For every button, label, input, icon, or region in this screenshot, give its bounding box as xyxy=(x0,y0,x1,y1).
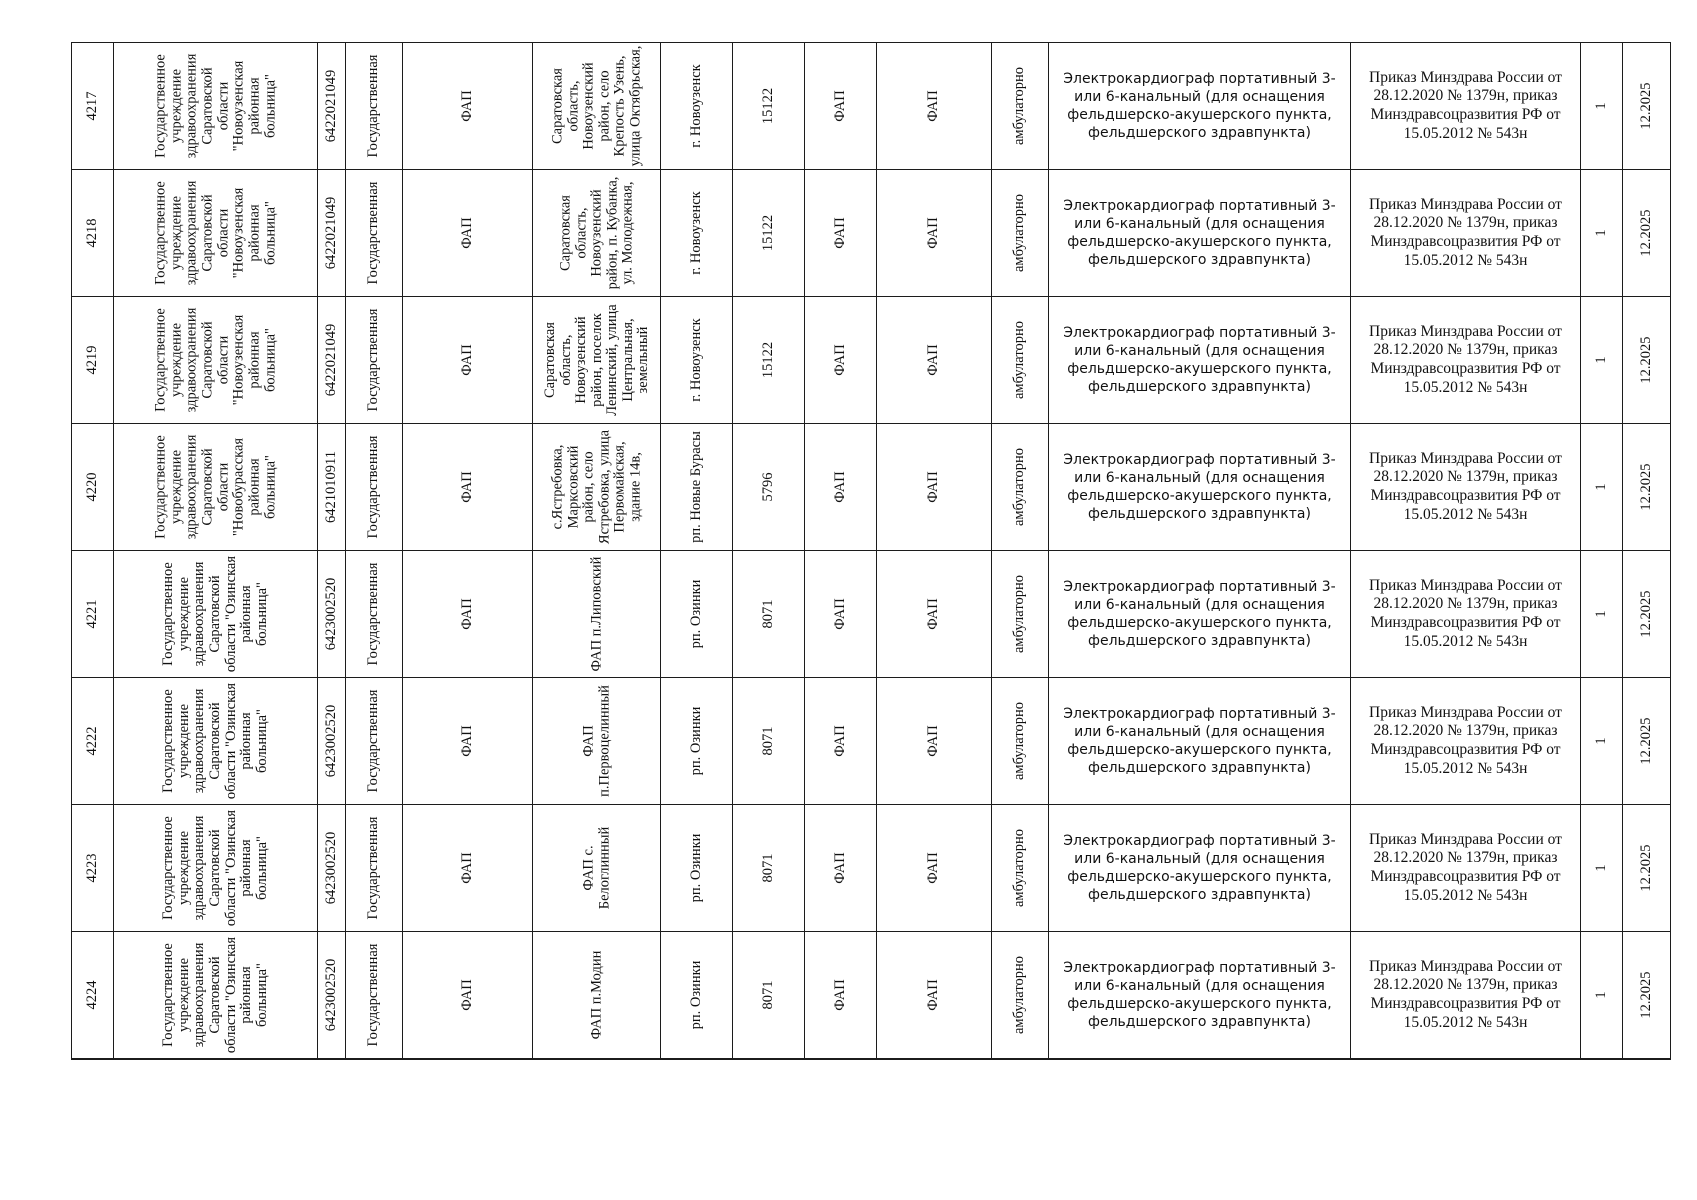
city: г. Новоузенск xyxy=(687,318,704,402)
row-id: 4217 xyxy=(83,91,100,121)
city-cell xyxy=(661,678,733,805)
unit-b-cell xyxy=(877,805,992,932)
equipment-name: Электрокардиограф портативный 3- или 6-канальный (для оснащения фельдшерско-акушерского пункта, фельдшерского здравпункта) xyxy=(1063,959,1336,1031)
facility-address: Саратовская область, Новоузенский район, поселок Ленинский, улица Центральная, земельный xyxy=(541,304,651,416)
table-row xyxy=(72,932,1671,1060)
table-row xyxy=(72,297,1671,424)
ownership: Государственная xyxy=(365,816,382,920)
quantity-cell xyxy=(1581,805,1623,932)
quantity-cell xyxy=(1581,43,1623,170)
order-cell xyxy=(1351,678,1581,805)
facility-type-cell xyxy=(403,424,533,551)
order-cell xyxy=(1351,297,1581,424)
organization-cell xyxy=(114,43,318,170)
care-mode: амбулаторно xyxy=(1011,574,1028,654)
unit-b-cell xyxy=(877,170,992,297)
regulatory-order: Приказ Минздрава России от 28.12.2020 № 1379н, приказ Минздравсоцразвития РФ от 15.05.2012 № 543н xyxy=(1369,957,1562,1031)
due-date: 12.2025 xyxy=(1637,717,1654,765)
care-mode: амбулаторно xyxy=(1011,447,1028,527)
order-cell xyxy=(1351,805,1581,932)
ownership: Государственная xyxy=(365,562,382,666)
ownership-cell xyxy=(346,932,403,1060)
regulatory-order: Приказ Минздрава России от 28.12.2020 № 1379н, приказ Минздравсоцразвития РФ от 15.05.2012 № 543н xyxy=(1369,322,1562,396)
quantity-cell xyxy=(1581,170,1623,297)
inn-cell xyxy=(318,170,346,297)
facility-address: ФАП с. Белоглинный xyxy=(580,826,612,910)
table-row xyxy=(72,170,1671,297)
population-cell xyxy=(733,678,805,805)
organization-cell xyxy=(114,297,318,424)
inn-cell xyxy=(318,424,346,551)
equipment-name: Электрокардиограф портативный 3- или 6-канальный (для оснащения фельдшерско-акушерского пункта, фельдшерского здравпункта) xyxy=(1063,70,1336,142)
address-cell xyxy=(533,932,661,1060)
mode-cell xyxy=(992,170,1049,297)
ownership-cell xyxy=(346,297,403,424)
inn: 6423002520 xyxy=(322,958,339,1032)
equipment-name: Электрокардиограф портативный 3- или 6-канальный (для оснащения фельдшерско-акушерского пункта, фельдшерского здравпункта) xyxy=(1063,197,1336,269)
organization-cell xyxy=(114,170,318,297)
organization-cell xyxy=(114,551,318,678)
row-id: 4221 xyxy=(83,599,100,629)
care-mode: амбулаторно xyxy=(1011,320,1028,400)
facility-address: с.Ястребовка, Марксовский район, село Ястребовка, улица Первомайская, здание 14в, xyxy=(549,429,643,545)
care-mode: амбулаторно xyxy=(1011,955,1028,1035)
care-mode: амбулаторно xyxy=(1011,193,1028,273)
date-cell xyxy=(1623,678,1671,805)
equipment-cell xyxy=(1049,805,1351,932)
ownership: Государственная xyxy=(365,54,382,158)
unit-b: ФАП xyxy=(925,979,942,1011)
care-mode: амбулаторно xyxy=(1011,66,1028,146)
unit-a: ФАП xyxy=(831,725,848,757)
facility-address: ФАП п.Первоцелинный xyxy=(580,685,612,797)
facility-address: ФАП п.Модин xyxy=(587,950,604,1040)
quantity: 1 xyxy=(1592,610,1609,618)
order-cell xyxy=(1351,43,1581,170)
unit-b: ФАП xyxy=(925,725,942,757)
population: 15122 xyxy=(759,341,776,379)
ownership-cell xyxy=(346,678,403,805)
date-cell xyxy=(1623,805,1671,932)
mode-cell xyxy=(992,43,1049,170)
equipment-cell xyxy=(1049,551,1351,678)
population-cell xyxy=(733,43,805,170)
date-cell xyxy=(1623,43,1671,170)
row-id-cell xyxy=(72,43,114,170)
inn-cell xyxy=(318,805,346,932)
unit-a: ФАП xyxy=(831,344,848,376)
ownership: Государственная xyxy=(365,689,382,793)
population-cell xyxy=(733,424,805,551)
facility-type-cell xyxy=(403,805,533,932)
row-id: 4222 xyxy=(83,726,100,756)
facility-type-cell xyxy=(403,170,533,297)
date-cell xyxy=(1623,297,1671,424)
organization-cell xyxy=(114,678,318,805)
ownership: Государственная xyxy=(365,435,382,539)
care-mode: амбулаторно xyxy=(1011,701,1028,781)
quantity: 1 xyxy=(1592,991,1609,999)
equipment-cell xyxy=(1049,297,1351,424)
due-date: 12.2025 xyxy=(1637,844,1654,892)
ownership: Государственная xyxy=(365,181,382,285)
due-date: 12.2025 xyxy=(1637,209,1654,257)
population: 15122 xyxy=(759,87,776,125)
equipment-name: Электрокардиограф портативный 3- или 6-канальный (для оснащения фельдшерско-акушерского пункта, фельдшерского здравпункта) xyxy=(1063,324,1336,396)
date-cell xyxy=(1623,932,1671,1060)
inn: 6423002520 xyxy=(322,704,339,778)
unit-a-cell xyxy=(805,551,877,678)
quantity: 1 xyxy=(1592,737,1609,745)
equipment-name: Электрокардиограф портативный 3- или 6-канальный (для оснащения фельдшерско-акушерского пункта, фельдшерского здравпункта) xyxy=(1063,451,1336,523)
population: 8071 xyxy=(759,599,776,629)
organization-name: Государственное учреждение здравоохранения Саратовской области "Озинская районная больница" xyxy=(159,809,270,927)
quantity: 1 xyxy=(1592,483,1609,491)
quantity-cell xyxy=(1581,551,1623,678)
address-cell xyxy=(533,551,661,678)
date-cell xyxy=(1623,424,1671,551)
table-row xyxy=(72,424,1671,551)
address-cell xyxy=(533,678,661,805)
facility-address: Саратовская область, Новоузенский район, село Крепость Узень, улица Октябрьская, xyxy=(549,45,643,167)
row-id-cell xyxy=(72,805,114,932)
equipment-cell xyxy=(1049,424,1351,551)
care-mode: амбулаторно xyxy=(1011,828,1028,908)
inn-cell xyxy=(318,551,346,678)
regulatory-order: Приказ Минздрава России от 28.12.2020 № 1379н, приказ Минздравсоцразвития РФ от 15.05.2012 № 543н xyxy=(1369,195,1562,269)
population: 8071 xyxy=(759,853,776,883)
city: рп. Озинки xyxy=(687,833,704,903)
population-cell xyxy=(733,805,805,932)
due-date: 12.2025 xyxy=(1637,590,1654,638)
city: рп. Озинки xyxy=(687,579,704,649)
facility-type-cell xyxy=(403,678,533,805)
row-id: 4219 xyxy=(83,345,100,375)
organization-cell xyxy=(114,424,318,551)
due-date: 12.2025 xyxy=(1637,336,1654,384)
table-body xyxy=(72,43,1671,1060)
population: 5796 xyxy=(759,472,776,502)
regulatory-order: Приказ Минздрава России от 28.12.2020 № 1379н, приказ Минздравсоцразвития РФ от 15.05.2012 № 543н xyxy=(1369,576,1562,650)
city-cell xyxy=(661,424,733,551)
row-id: 4224 xyxy=(83,980,100,1010)
quantity-cell xyxy=(1581,297,1623,424)
unit-b-cell xyxy=(877,297,992,424)
city: рп. Озинки xyxy=(687,960,704,1030)
regulatory-order: Приказ Минздрава России от 28.12.2020 № 1379н, приказ Минздравсоцразвития РФ от 15.05.2012 № 543н xyxy=(1369,68,1562,142)
quantity-cell xyxy=(1581,932,1623,1060)
equipment-name: Электрокардиограф портативный 3- или 6-канальный (для оснащения фельдшерско-акушерского пункта, фельдшерского здравпункта) xyxy=(1063,578,1336,650)
quantity: 1 xyxy=(1592,102,1609,110)
unit-b-cell xyxy=(877,932,992,1060)
due-date: 12.2025 xyxy=(1637,463,1654,511)
regulatory-order: Приказ Минздрава России от 28.12.2020 № 1379н, приказ Минздравсоцразвития РФ от 15.05.2012 № 543н xyxy=(1369,703,1562,777)
quantity-cell xyxy=(1581,678,1623,805)
regulatory-order: Приказ Минздрава России от 28.12.2020 № 1379н, приказ Минздравсоцразвития РФ от 15.05.2012 № 543н xyxy=(1369,830,1562,904)
ownership: Государственная xyxy=(365,943,382,1047)
population: 8071 xyxy=(759,726,776,756)
population: 8071 xyxy=(759,980,776,1010)
facility-type-cell xyxy=(403,932,533,1060)
unit-b: ФАП xyxy=(925,90,942,122)
address-cell xyxy=(533,170,661,297)
unit-b-cell xyxy=(877,551,992,678)
unit-a-cell xyxy=(805,424,877,551)
equipment-cell xyxy=(1049,170,1351,297)
organization-name: Государственное учреждение здравоохранения Саратовской области "Озинская районная больница" xyxy=(159,555,270,673)
row-id-cell xyxy=(72,932,114,1060)
organization-name: Государственное учреждение здравоохранения Саратовской области "Новоузенская районная больница" xyxy=(151,53,278,159)
quantity: 1 xyxy=(1592,864,1609,872)
order-cell xyxy=(1351,424,1581,551)
city-cell xyxy=(661,551,733,678)
equipment-table xyxy=(71,42,1671,1060)
city: г. Новоузенск xyxy=(687,64,704,148)
facility-type: ФАП xyxy=(458,979,475,1011)
table-row xyxy=(72,805,1671,932)
city: рп. Озинки xyxy=(687,706,704,776)
facility-type-cell xyxy=(403,551,533,678)
inn-cell xyxy=(318,678,346,805)
equipment-name: Электрокардиограф портативный 3- или 6-канальный (для оснащения фельдшерско-акушерского пункта, фельдшерского здравпункта) xyxy=(1063,705,1336,777)
ownership-cell xyxy=(346,424,403,551)
row-id-cell xyxy=(72,424,114,551)
row-id-cell xyxy=(72,551,114,678)
organization-cell xyxy=(114,805,318,932)
order-cell xyxy=(1351,551,1581,678)
regulatory-order: Приказ Минздрава России от 28.12.2020 № 1379н, приказ Минздравсоцразвития РФ от 15.05.2012 № 543н xyxy=(1369,449,1562,523)
ownership: Государственная xyxy=(365,308,382,412)
mode-cell xyxy=(992,932,1049,1060)
population: 15122 xyxy=(759,214,776,252)
quantity: 1 xyxy=(1592,356,1609,364)
facility-type: ФАП xyxy=(458,217,475,249)
equipment-name: Электрокардиограф портативный 3- или 6-канальный (для оснащения фельдшерско-акушерского пункта, фельдшерского здравпункта) xyxy=(1063,832,1336,904)
organization-name: Государственное учреждение здравоохранения Саратовской области "Озинская районная больница" xyxy=(159,936,270,1054)
facility-address: Саратовская область, Новоузенский район, п. Кубанка, ул. Молодежная, xyxy=(556,176,635,290)
organization-name: Государственное учреждение здравоохранения Саратовской области "Новоузенская районная больница" xyxy=(151,180,278,286)
table-row xyxy=(72,43,1671,170)
facility-address: ФАП п.Липовский xyxy=(587,556,604,672)
unit-a: ФАП xyxy=(831,979,848,1011)
unit-a-cell xyxy=(805,805,877,932)
ownership-cell xyxy=(346,805,403,932)
city-cell xyxy=(661,805,733,932)
facility-type-cell xyxy=(403,297,533,424)
organization-name: Государственное учреждение здравоохранения Саратовской области "Новобурасская районная больница" xyxy=(151,434,278,540)
city-cell xyxy=(661,297,733,424)
unit-b: ФАП xyxy=(925,598,942,630)
unit-b-cell xyxy=(877,678,992,805)
inn-cell xyxy=(318,43,346,170)
mode-cell xyxy=(992,424,1049,551)
equipment-cell xyxy=(1049,932,1351,1060)
unit-b: ФАП xyxy=(925,471,942,503)
population-cell xyxy=(733,551,805,678)
unit-a-cell xyxy=(805,297,877,424)
population-cell xyxy=(733,932,805,1060)
facility-type-cell xyxy=(403,43,533,170)
row-id: 4220 xyxy=(83,472,100,502)
order-cell xyxy=(1351,932,1581,1060)
unit-a: ФАП xyxy=(831,471,848,503)
row-id-cell xyxy=(72,170,114,297)
due-date: 12.2025 xyxy=(1637,82,1654,130)
inn: 6421010911 xyxy=(322,451,339,523)
address-cell xyxy=(533,43,661,170)
organization-name: Государственное учреждение здравоохранения Саратовской области "Озинская районная больница" xyxy=(159,682,270,800)
organization-cell xyxy=(114,932,318,1060)
city-cell xyxy=(661,932,733,1060)
unit-a-cell xyxy=(805,678,877,805)
unit-a-cell xyxy=(805,932,877,1060)
row-id: 4223 xyxy=(83,853,100,883)
city-cell xyxy=(661,43,733,170)
date-cell xyxy=(1623,551,1671,678)
unit-a-cell xyxy=(805,43,877,170)
mode-cell xyxy=(992,805,1049,932)
unit-a: ФАП xyxy=(831,90,848,122)
facility-type: ФАП xyxy=(458,344,475,376)
population-cell xyxy=(733,297,805,424)
equipment-cell xyxy=(1049,678,1351,805)
inn-cell xyxy=(318,297,346,424)
quantity-cell xyxy=(1581,424,1623,551)
inn: 6423002520 xyxy=(322,831,339,905)
inn: 6422021049 xyxy=(322,323,339,397)
quantity: 1 xyxy=(1592,229,1609,237)
equipment-cell xyxy=(1049,43,1351,170)
ownership-cell xyxy=(346,43,403,170)
mode-cell xyxy=(992,551,1049,678)
unit-a: ФАП xyxy=(831,852,848,884)
inn: 6422021049 xyxy=(322,196,339,270)
unit-a-cell xyxy=(805,170,877,297)
unit-a: ФАП xyxy=(831,217,848,249)
unit-b-cell xyxy=(877,43,992,170)
population-cell xyxy=(733,170,805,297)
row-id: 4218 xyxy=(83,218,100,248)
ownership-cell xyxy=(346,551,403,678)
date-cell xyxy=(1623,170,1671,297)
facility-type: ФАП xyxy=(458,90,475,122)
mode-cell xyxy=(992,678,1049,805)
order-cell xyxy=(1351,170,1581,297)
inn: 6422021049 xyxy=(322,69,339,143)
organization-name: Государственное учреждение здравоохранения Саратовской области "Новоузенская районная больница" xyxy=(151,307,278,413)
facility-type: ФАП xyxy=(458,725,475,757)
unit-b: ФАП xyxy=(925,217,942,249)
facility-type: ФАП xyxy=(458,598,475,630)
inn-cell xyxy=(318,932,346,1060)
address-cell xyxy=(533,805,661,932)
facility-type: ФАП xyxy=(458,852,475,884)
due-date: 12.2025 xyxy=(1637,971,1654,1019)
address-cell xyxy=(533,424,661,551)
unit-b: ФАП xyxy=(925,852,942,884)
address-cell xyxy=(533,297,661,424)
inn: 6423002520 xyxy=(322,577,339,651)
city-cell xyxy=(661,170,733,297)
unit-a: ФАП xyxy=(831,598,848,630)
city: рп. Новые Бурасы xyxy=(687,431,704,543)
row-id-cell xyxy=(72,297,114,424)
row-id-cell xyxy=(72,678,114,805)
table-row xyxy=(72,678,1671,805)
unit-b-cell xyxy=(877,424,992,551)
ownership-cell xyxy=(346,170,403,297)
mode-cell xyxy=(992,297,1049,424)
city: г. Новоузенск xyxy=(687,191,704,275)
unit-b: ФАП xyxy=(925,344,942,376)
table-row xyxy=(72,551,1671,678)
facility-type: ФАП xyxy=(458,471,475,503)
